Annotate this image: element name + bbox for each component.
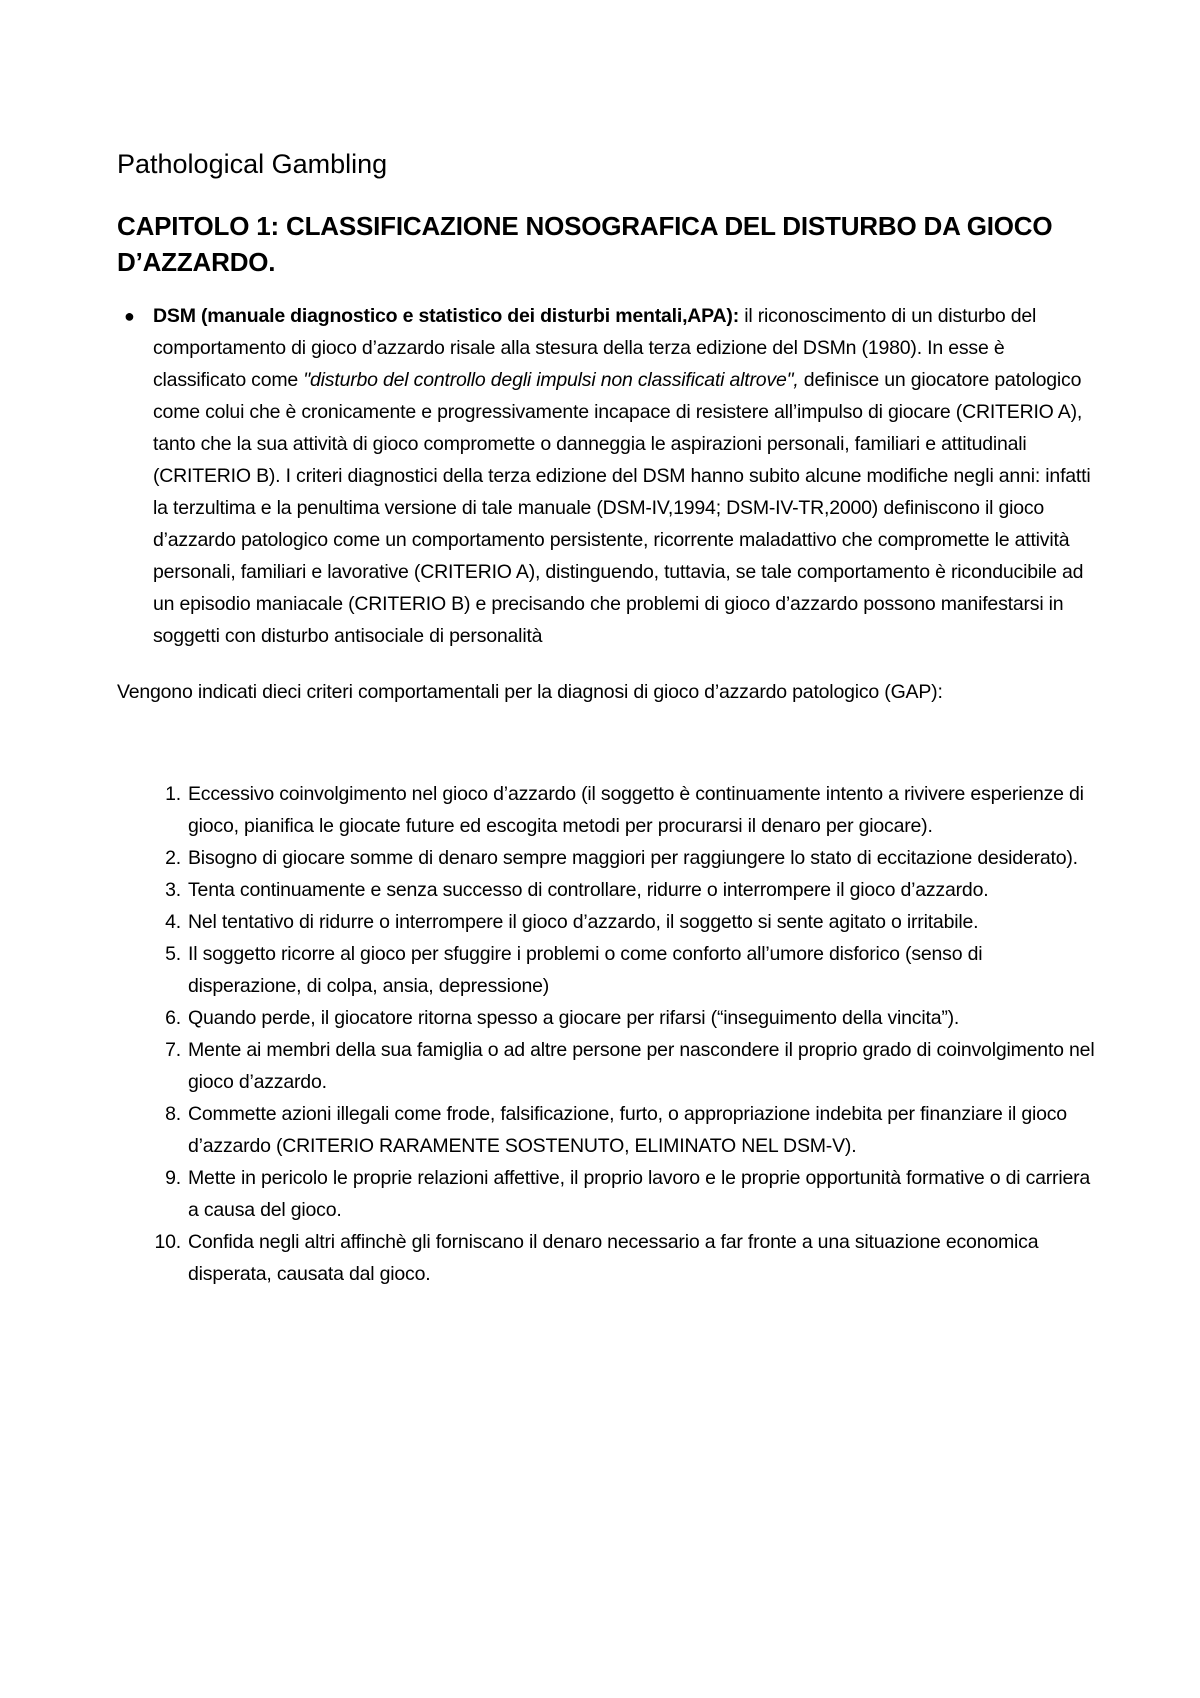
bullet-item-dsm [117, 300, 1100, 652]
list-item-text: Mente ai membri della sua famiglia o ad altre persone per nascondere il proprio grado di coinvolgimento nel gioco d’azzardo. [188, 1039, 1095, 1093]
chapter-heading: CAPITOLO 1: CLASSIFICAZIONE NOSOGRAFICA DEL DISTURBO DA GIOCO D’AZZARDO. [117, 211, 1053, 277]
list-item [117, 1162, 1100, 1226]
list-item-text: Bisogno di giocare somme di denaro sempre maggiori per raggiungere lo stato di eccitazione desiderato). [188, 847, 1078, 869]
list-item-number: 1. [165, 783, 181, 805]
list-item [117, 1226, 1100, 1290]
list-item-text: Nel tentativo di ridurre o interrompere il gioco d’azzardo, il soggetto si sente agitato o irritabile. [188, 911, 979, 933]
list-item-number: 2. [165, 847, 181, 869]
list-item [117, 1034, 1100, 1098]
bullet-text-part-1: il riconoscimento di un disturbo del comportamento di gioco d’azzardo risale alla stesura della terza edizione del DSMn (1980). In esse è classificato come [153, 305, 1037, 391]
bullet-text-part-2: definisce un giocatore patologico come colui che è cronicamente e progressivamente incapace di resistere all’impulso di giocare (CRITERIO A), tanto che la sua attività di gioco compromette o danneggia le aspirazioni personali, familiari e attitudinali (CRITERIO B). I criteri diagnostici della terza edizione del DSM hanno subito alcune modifiche negli anni: infatti la terzultima e la penultima versione di tale manuale (DSM-IV,1994; DSM-IV-TR,2000) definiscono il gioco d’azzardo patologico come un comportamento persistente, ricorrente maladattivo che compromette le attività personali, familiari e lavorative (CRITERIO A), distinguendo, tuttavia, se tale comportamento è riconducibile ad un episodio maniacale (CRITERIO B) e precisando che problemi di gioco d’azzardo possono manifestarsi in soggetti con disturbo antisociale di personalità [153, 369, 1091, 647]
list-item [117, 1098, 1100, 1162]
bullet-italic-quote: "disturbo del controllo degli impulsi non classificati altrove", [303, 369, 799, 391]
criteria-list [117, 778, 1100, 1290]
list-item-number: 5. [165, 943, 181, 965]
list-item-number: 10. [154, 1231, 181, 1253]
list-item-text: Quando perde, il giocatore ritorna spesso a giocare per rifarsi (“inseguimento della vincita”). [188, 1007, 960, 1029]
criteria-intro: Vengono indicati dieci criteri comportamentali per la diagnosi di gioco d’azzardo patologico (GAP): [117, 681, 943, 703]
list-item-number: 7. [165, 1039, 181, 1061]
list-item [117, 906, 1100, 938]
list-item-number: 6. [165, 1007, 181, 1029]
list-item [117, 778, 1100, 842]
list-item-text: Confida negli altri affinchè gli forniscano il denaro necessario a far fronte a una situazione economica disperata, causata dal gioco. [188, 1231, 1039, 1285]
list-item-text: Commette azioni illegali come frode, falsificazione, furto, o appropriazione indebita per finanziare il gioco d’azzardo (CRITERIO RARAMENTE SOSTENUTO, ELIMINATO NEL DSM-V). [188, 1103, 1067, 1157]
bullet-list [117, 300, 1100, 652]
document-title: Pathological Gambling [117, 149, 388, 179]
list-item-text: Tenta continuamente e senza successo di controllare, ridurre o interrompere il gioco d’azzardo. [188, 879, 989, 901]
bullet-icon: ● [124, 306, 135, 326]
list-item-number: 8. [165, 1103, 181, 1125]
bullet-bold-lead: DSM (manuale diagnostico e statistico dei disturbi mentali,APA): [153, 305, 740, 327]
list-item-number: 9. [165, 1167, 181, 1189]
list-item-number: 3. [165, 879, 181, 901]
list-item-number: 4. [165, 911, 181, 933]
list-item-text: Eccessivo coinvolgimento nel gioco d’azzardo (il soggetto è continuamente intento a rivivere esperienze di gioco, pianifica le giocate future ed escogita metodi per procurarsi il denaro per giocare). [188, 783, 1084, 837]
list-item [117, 842, 1100, 874]
list-item-text: Mette in pericolo le proprie relazioni affettive, il proprio lavoro e le proprie opportunità formative o di carriera a causa del gioco. [188, 1167, 1091, 1221]
list-item [117, 874, 1100, 906]
list-item [117, 938, 1100, 1002]
list-item [117, 1002, 1100, 1034]
list-item-text: Il soggetto ricorre al gioco per sfuggire i problemi o come conforto all’umore disforico (senso di disperazione, di colpa, ansia, depressione) [188, 943, 983, 997]
